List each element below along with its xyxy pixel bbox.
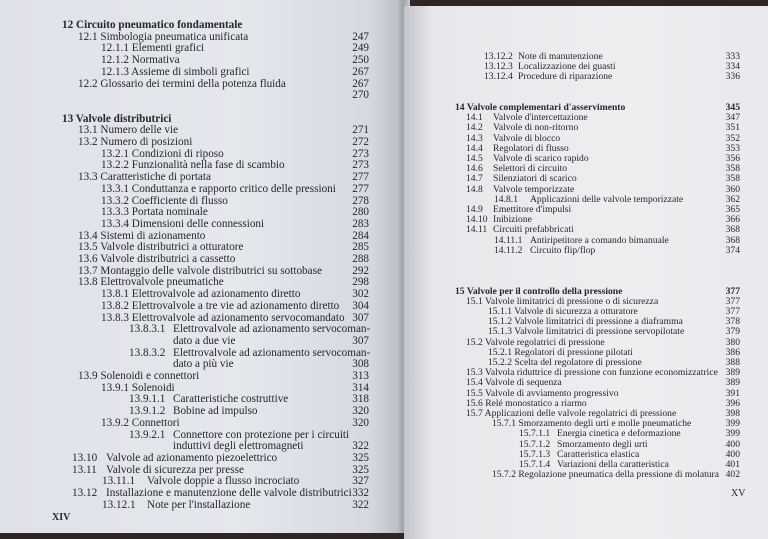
entry-number: 13.3.2 xyxy=(101,194,129,207)
entry-title: Smorzamento degli urti xyxy=(557,438,648,450)
entry-number: 13.12 xyxy=(72,487,98,499)
entry-number: 13.3 xyxy=(78,171,98,184)
toc-entry xyxy=(0,335,400,347)
entry-number: 13.8.3 xyxy=(101,311,129,324)
toc-entry xyxy=(0,464,400,476)
toc-entry xyxy=(0,195,400,207)
toc-entry xyxy=(0,218,400,230)
entry-page-number: 334 xyxy=(725,61,740,73)
entry-number: 13.10 xyxy=(72,451,98,464)
entry-number: 13.8.3.1 xyxy=(129,323,166,336)
entry-title: dato a due vie xyxy=(173,334,236,347)
entry-page-number: 283 xyxy=(352,217,369,230)
entry-title: Elettrovalvole ad azionamento servocoman- xyxy=(173,323,371,336)
entry-number: 15.7.1.4 xyxy=(519,459,551,470)
entry-title: Applicazioni delle valvole temporizzate xyxy=(530,193,684,205)
entry-title: Variazioni della caratteristica xyxy=(557,459,669,470)
entry-page-number: 400 xyxy=(725,438,740,450)
entry-title: Elettrovalvole ad azionamento servocoman- xyxy=(173,346,371,359)
entry-title: Sistemi di azionamento xyxy=(100,229,206,242)
toc-entry xyxy=(0,312,400,324)
toc-entry xyxy=(0,148,400,160)
entry-title: Bobine ad impulso xyxy=(173,405,258,418)
toc-entry xyxy=(0,31,400,43)
entry-number: 13.9.1.2 xyxy=(129,405,166,418)
entry-page-number: 273 xyxy=(352,159,369,172)
entry-page-number: 288 xyxy=(352,253,369,265)
entry-title: Installazione e manutenzione delle valvole distributrici xyxy=(106,487,352,499)
entry-number: 12.1.1 xyxy=(101,42,129,55)
entry-title: Valvole di avviamento progressivo xyxy=(485,387,619,399)
entry-title: Valvole temporizzate xyxy=(493,183,575,195)
entry-number: 14.4 xyxy=(466,142,483,154)
entry-title: Caratteristiche di portata xyxy=(100,171,211,184)
entry-page-number: 358 xyxy=(725,173,740,185)
toc-entry xyxy=(0,323,400,335)
entry-title: dato a più vie xyxy=(173,358,234,371)
entry-page-number: 389 xyxy=(725,377,740,389)
entry-title: Note per l'installazione xyxy=(147,498,251,511)
toc-entry xyxy=(404,368,764,378)
toc-entry xyxy=(0,42,400,54)
entry-title: Antiripetitore a comando bimanuale xyxy=(530,234,669,246)
entry-title: Elementi grafici xyxy=(131,42,205,55)
entry-number: 13.3.1 xyxy=(101,182,129,195)
entry-number: 15.7.1 xyxy=(492,418,516,430)
entry-title: Regolazione pneumatica della pressione di molatura xyxy=(518,469,719,481)
entry-page-number: 388 xyxy=(725,357,740,368)
entry-page-number: 302 xyxy=(352,288,369,301)
entry-number: 13.11.1 xyxy=(102,475,136,488)
entry-page-number: 399 xyxy=(725,418,740,430)
entry-page-number: 318 xyxy=(352,393,369,406)
entry-title: Elettrovalvole a tre vie ad azionamento diretto xyxy=(131,299,340,312)
entry-title: Portata nominale xyxy=(131,206,208,219)
entry-number: 12.1.2 xyxy=(101,54,129,67)
entry-page-number: 374 xyxy=(725,244,740,256)
entry-number: 15.5 xyxy=(466,387,483,399)
entry-page-number: 322 xyxy=(352,498,369,511)
entry-number: 13.2.2 xyxy=(101,159,129,172)
entry-title: Valvole limitatrici di pressione o di sicurezza xyxy=(485,295,659,307)
entry-number: 15.7.1.2 xyxy=(519,438,551,450)
entry-number: 13.12.3 xyxy=(484,61,513,73)
entry-number: 13.8 xyxy=(78,276,98,289)
entry-page-number: 313 xyxy=(352,370,369,382)
entry-title: Condizioni di riposo xyxy=(131,147,224,160)
entry-title: Circuito pneumatico fondamentale xyxy=(75,19,243,31)
entry-page-number: 356 xyxy=(725,153,740,164)
entry-number: 14.7 xyxy=(466,173,483,185)
entry-number: 14.11.2 xyxy=(494,244,523,256)
entry-title: Valvole di sequenza xyxy=(485,377,562,389)
entry-number: 15.7.1.3 xyxy=(519,448,551,460)
entry-title: Valvole ad azionamento piezoelettrico xyxy=(106,451,278,464)
entry-number: 12.1 xyxy=(78,30,98,43)
toc-entry xyxy=(404,205,764,215)
entry-page-number: 379 xyxy=(725,326,740,338)
entry-number: 13.4 xyxy=(78,229,98,242)
entry-number: 13.12.2 xyxy=(484,51,513,62)
toc-entry xyxy=(404,72,764,82)
toc-entry xyxy=(404,154,764,164)
entry-page-number: 320 xyxy=(352,416,369,429)
entry-title: Valvole per il controllo della pressione xyxy=(466,285,623,297)
right-page xyxy=(404,6,768,539)
entry-page-number: 247 xyxy=(352,30,369,43)
entry-title: Note di manutenzione xyxy=(518,51,603,62)
entry-number: 15.2.1 xyxy=(488,346,512,358)
entry-number: 14.6 xyxy=(466,163,483,175)
entry-page-number: 377 xyxy=(725,295,740,307)
entry-page-number: 389 xyxy=(725,367,740,379)
entry-title: Solenoidi e connettori xyxy=(100,370,200,382)
entry-number: 13.2.1 xyxy=(101,147,129,160)
entry-title: Elettrovalvole ad azionamento diretto xyxy=(131,288,301,301)
entry-title: Procedure di riparazione xyxy=(518,71,613,83)
entry-title: Circuito flip/flop xyxy=(530,244,596,256)
entry-title: Coefficiente di flusso xyxy=(131,194,228,207)
entry-page-number: 272 xyxy=(352,136,369,148)
entry-title: Valvole di sicurezza a otturatore xyxy=(514,306,638,317)
entry-number: 13.9.1.1 xyxy=(129,393,166,406)
entry-page-number: 377 xyxy=(725,306,740,317)
entry-number: 15.7 xyxy=(466,408,483,419)
entry-number: 15.1 xyxy=(466,295,483,307)
entry-page-number: 360 xyxy=(725,183,740,195)
entry-number: 13.7 xyxy=(78,264,98,277)
entry-title: Normativa xyxy=(131,54,180,67)
entry-page-number: 386 xyxy=(725,346,740,358)
entry-number: 13.8.1 xyxy=(101,288,129,301)
entry-page-number: 325 xyxy=(352,463,369,476)
entry-page-number: 298 xyxy=(352,276,369,289)
page-folio-left: XIV xyxy=(52,512,71,523)
entry-number: 15.7.1.1 xyxy=(519,428,551,440)
entry-title: Relé monostatico a riarmo xyxy=(485,397,587,409)
entry-title: Applicazioni delle valvole regolatrici di pressione xyxy=(484,408,677,419)
entry-number: 12.1.3 xyxy=(101,65,129,78)
toc-entry xyxy=(0,417,400,429)
toc-entry xyxy=(404,215,764,225)
entry-page-number: 352 xyxy=(725,132,740,144)
entry-page-number: 304 xyxy=(352,299,369,312)
entry-title: Simbologia pneumatica unificata xyxy=(100,30,249,43)
entry-page-number: 402 xyxy=(725,469,740,481)
toc-entry xyxy=(0,276,400,288)
entry-title: Silenziatori di scarico xyxy=(493,173,577,185)
entry-page-number: 362 xyxy=(725,193,740,205)
entry-number: 15.1.3 xyxy=(488,326,512,338)
entry-title: Regolatori di pressione pilotati xyxy=(514,346,633,358)
entry-page-number: 398 xyxy=(725,408,740,419)
entry-page-number: 280 xyxy=(352,206,369,219)
entry-page-number: 345 xyxy=(725,102,740,113)
entry-page-number: 353 xyxy=(725,142,740,154)
entry-page-number: 249 xyxy=(352,42,369,55)
toc-entry xyxy=(0,159,400,171)
entry-number: 13.9 xyxy=(78,370,98,382)
entry-page-number: 351 xyxy=(725,122,740,134)
entry-page-number: 267 xyxy=(352,77,369,90)
entry-page-number: 325 xyxy=(352,451,369,464)
entry-title: Valvola riduttrice di pressione con funzione economizzatrice xyxy=(485,367,718,379)
entry-number: 13.8.2 xyxy=(101,299,129,312)
entry-number: 13.5 xyxy=(78,241,98,254)
entry-number: 14.11.1 xyxy=(494,234,523,246)
entry-number: 13.11 xyxy=(72,463,97,476)
entry-title: Numero di posizioni xyxy=(100,136,193,148)
toc-entry xyxy=(0,136,400,148)
toc-entry xyxy=(404,246,764,256)
entry-title: Montaggio delle valvole distributrici su sottobase xyxy=(100,264,322,277)
entry-title: Valvole distributrici a cassetto xyxy=(100,253,236,265)
entry-title: Valvole limitatrici di pressione servopilotate xyxy=(514,326,685,338)
entry-title: Scelta del regolatore di pressione xyxy=(514,357,642,368)
entry-number: 13.12.1 xyxy=(102,498,136,511)
entry-page-number: 307 xyxy=(352,311,369,324)
entry-page-number: 377 xyxy=(725,285,740,297)
entry-title: Valvole di non-ritorno xyxy=(493,122,579,134)
entry-number: 13.9.2 xyxy=(101,416,129,429)
entry-number: 14.11 xyxy=(466,224,488,236)
entry-number: 13.6 xyxy=(78,253,98,265)
toc-entry xyxy=(0,206,400,218)
entry-page-number: 320 xyxy=(352,405,369,418)
entry-number: 15.7.2 xyxy=(492,469,516,481)
toc-entry xyxy=(404,113,764,123)
entry-title: Smorzamento degli urti e molle pneumatiche xyxy=(518,418,692,430)
entry-page-number: 380 xyxy=(725,336,740,348)
entry-page-number: 365 xyxy=(725,204,740,215)
toc-entry xyxy=(0,54,400,66)
entry-page-number: 273 xyxy=(352,147,369,160)
toc-entry xyxy=(404,470,764,480)
toc-entry xyxy=(0,265,400,277)
entry-number: 15.6 xyxy=(466,397,483,409)
entry-title: Numero delle vie xyxy=(100,124,179,137)
entry-number: 13.2 xyxy=(78,136,98,148)
toc-entry xyxy=(0,429,400,441)
entry-title: Valvole di scarico rapido xyxy=(493,153,589,164)
entry-title: Connettori xyxy=(131,416,180,429)
entry-number: 14.8.1 xyxy=(494,193,518,205)
entry-number: 15.3 xyxy=(466,367,483,379)
chapter-entry xyxy=(0,113,400,125)
entry-title: Caratteristica elastica xyxy=(557,448,640,460)
entry-number: 13.9.1 xyxy=(101,381,129,394)
entry-number: 13.12.4 xyxy=(484,71,513,83)
entry-number: 12.2 xyxy=(78,77,98,90)
toc-entry xyxy=(0,124,400,136)
entry-title: Dimensioni delle connessioni xyxy=(131,217,265,230)
entry-number: 14.3 xyxy=(466,132,483,144)
toc-entry xyxy=(0,499,400,511)
entry-page-number: 332 xyxy=(352,487,369,499)
toc-entry xyxy=(0,230,400,242)
entry-page-number: 327 xyxy=(352,475,369,488)
entry-number: 14.9 xyxy=(466,204,483,215)
entry-number: 12 xyxy=(62,19,74,31)
entry-page-number: 267 xyxy=(352,65,369,78)
entry-title: Valvole doppie a flusso incrociato xyxy=(147,475,300,488)
entry-title: Localizzazione dei guasti xyxy=(518,61,616,73)
entry-number: 15.4 xyxy=(466,377,483,389)
entry-number: 14.5 xyxy=(466,153,483,164)
entry-number: 15.2.2 xyxy=(488,357,512,368)
entry-page-number: 277 xyxy=(352,171,369,184)
entry-title: Inibizione xyxy=(493,214,532,226)
entry-title: Circuiti prefabbricati xyxy=(493,224,574,236)
entry-title: Valvole di blocco xyxy=(493,132,561,144)
entry-page-number: 277 xyxy=(352,182,369,195)
toc-entry xyxy=(0,440,400,452)
entry-title: Valvole di sicurezza per presse xyxy=(106,463,244,476)
toc-entry xyxy=(0,370,400,382)
page-folio-right: XV xyxy=(731,488,746,499)
entry-page-number: 270 xyxy=(352,89,369,102)
entry-number: 13.8.3.2 xyxy=(129,346,166,359)
entry-page-number: 284 xyxy=(352,229,369,242)
entry-number: 14.10 xyxy=(466,214,488,226)
toc-entry xyxy=(0,475,400,487)
entry-page-number: 336 xyxy=(725,71,740,83)
entry-title: Valvole d'intercettazione xyxy=(493,112,588,124)
toc-entry xyxy=(0,171,400,183)
entry-page-number: 368 xyxy=(725,234,740,246)
entry-number: 14.8 xyxy=(466,183,483,195)
entry-number: 13.3.3 xyxy=(101,206,129,219)
entry-number: 13 xyxy=(62,112,74,125)
entry-page-number: 333 xyxy=(725,51,740,62)
toc-entry xyxy=(0,452,400,464)
entry-number: 15 xyxy=(455,285,465,297)
entry-title: Elettrovalvole pneumatiche xyxy=(100,276,224,289)
entry-page-number: 250 xyxy=(352,54,369,67)
entry-page-number: 314 xyxy=(352,381,369,394)
entry-title: induttivi degli elettromagneti xyxy=(173,440,304,453)
entry-number: 14.1 xyxy=(466,112,483,124)
toc-entry xyxy=(0,487,400,499)
toc-entry xyxy=(0,241,400,253)
entry-title: Emettitore d'impulsi xyxy=(493,204,572,215)
entry-page-number: 358 xyxy=(725,163,740,175)
toc-entry xyxy=(404,164,764,174)
entry-title: Caratteristiche costruttive xyxy=(173,393,289,406)
toc-entry xyxy=(404,195,764,205)
entry-page-number: 400 xyxy=(725,448,740,460)
entry-page-number: 401 xyxy=(725,459,740,470)
toc-entry xyxy=(0,358,400,370)
entry-title: Valvole limitatrici di pressione a diaframma xyxy=(514,316,683,328)
entry-page-number: 322 xyxy=(352,440,369,453)
toc-entry xyxy=(0,183,400,195)
entry-number: 15.2 xyxy=(466,336,483,348)
entry-title: Valvole distributrici a otturatore xyxy=(100,241,244,254)
entry-page-number: 399 xyxy=(725,428,740,440)
entry-title: Valvole regolatrici di pressione xyxy=(485,336,605,348)
entry-page-number: 396 xyxy=(725,397,740,409)
entry-page-number: 285 xyxy=(352,241,369,254)
entry-title: Assieme di simboli grafici xyxy=(131,65,250,78)
entry-number: 13.1 xyxy=(78,124,98,137)
entry-page-number: 347 xyxy=(725,112,740,124)
entry-title: Regolatori di flusso xyxy=(493,142,569,154)
entry-page-number: 366 xyxy=(725,214,740,226)
entry-page-number: 292 xyxy=(352,264,369,277)
entry-number: 15.1.2 xyxy=(488,316,512,328)
entry-number: 13.3.4 xyxy=(101,217,129,230)
entry-title: Energia cinetica e deformazione xyxy=(557,428,681,440)
toc-entry xyxy=(404,174,764,184)
toc-entry xyxy=(0,78,400,90)
entry-page-number: 278 xyxy=(352,194,369,207)
toc-entry xyxy=(0,288,400,300)
entry-number: 14.2 xyxy=(466,122,483,134)
entry-number: 13.9.2.1 xyxy=(129,428,166,441)
entry-title: Selettori di circuito xyxy=(493,163,568,175)
toc-entry xyxy=(0,382,400,394)
entry-page-number: 308 xyxy=(352,358,369,371)
entry-page-number: 368 xyxy=(725,224,740,236)
entry-page-number: 391 xyxy=(725,387,740,399)
entry-title: Glossario dei termini della potenza fluida xyxy=(100,77,286,90)
entry-page-number: 271 xyxy=(352,124,369,137)
toc-entry xyxy=(0,393,400,405)
toc-entry xyxy=(0,253,400,265)
entry-title: Solenoidi xyxy=(131,381,175,394)
entry-number: 15.1.1 xyxy=(488,306,512,317)
toc-entry xyxy=(0,66,400,78)
entry-title: Connettore con protezione per i circuiti xyxy=(173,428,350,441)
entry-number: 14 xyxy=(455,102,465,113)
entry-title: Conduttanza e rapporto critico delle pressioni xyxy=(131,182,336,195)
entry-title: Valvole distributrici xyxy=(75,112,172,125)
toc-entry xyxy=(404,123,764,133)
toc-entry xyxy=(0,405,400,417)
entry-page-number: 307 xyxy=(352,334,369,347)
toc-entry xyxy=(0,89,400,101)
toc-entry xyxy=(404,134,764,144)
entry-title: Funzionalità nella fase di scambio xyxy=(131,159,285,172)
toc-entry xyxy=(0,300,400,312)
chapter-entry xyxy=(0,19,400,31)
toc-entry xyxy=(0,347,400,359)
entry-page-number: 378 xyxy=(725,316,740,328)
entry-title: Valvole complementari d'asservimento xyxy=(466,102,626,113)
entry-title: Elettrovalvole ad azionamento servocomandato xyxy=(131,311,345,324)
